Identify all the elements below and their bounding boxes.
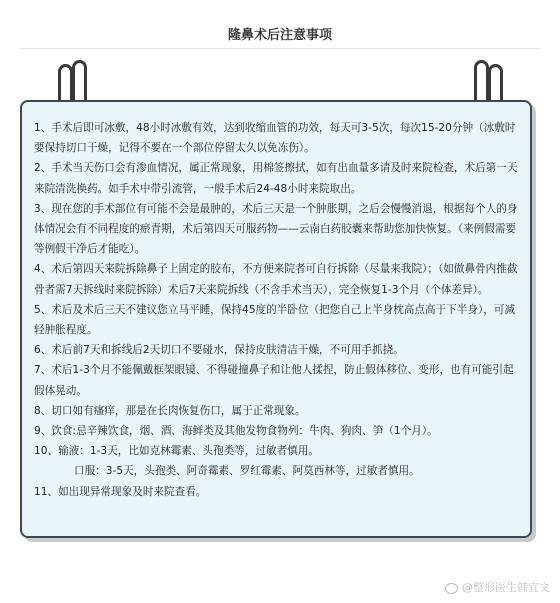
- note-item: 11、如出现异常现象及时来院查看。: [34, 485, 207, 498]
- note-item: 8、切口如有瘙痒，那是在长肉恢复伤口，属于正常现象。: [34, 404, 306, 417]
- note-item: 5、术后及术后三天不建议您立马平睡，保持45度的半卧位（把您自己上半身枕高点高于下半身），可减轻肿胀程度。: [34, 303, 516, 337]
- note-item: 1、手术后即可冰敷，48小时冰敷有效，达到收缩血管的功效，每天可3-5次，每次15-20分钟（冰敷时要保持切口干燥，记得不要在一个部位停留太久以免冻伤）。: [34, 122, 516, 155]
- page-title: 隆鼻术后注意事项: [20, 18, 540, 49]
- watermark-text: @整形医生韩宜文: [462, 581, 550, 594]
- watermark: [444, 579, 550, 595]
- note-item: 4、术后第四天来院拆除鼻子上固定的胶布，不方便来院者可自行拆除（尽量来我院）；（如做鼻骨内推截骨者需7天拆线时来院拆除）术后7天来院拆线（不含手术当天），完全恢复1-3个月（个体差异）。: [34, 263, 518, 296]
- note-item: 7、术后1-3个月不能佩戴框架眼镜、不得碰撞鼻子和让他人揉捏，防止假体移位、变形，也有可能引起假体晃动。: [34, 364, 514, 397]
- note-item-oral: 口服：3-5天，头孢类、阿奇霉素、罗红霉素、阿莫西林等，过敏者慎用。: [74, 465, 420, 478]
- note-item: 9、饮食:忌辛辣饮食，烟、酒、海鲜类及其他发物食物列：牛肉、狗肉、笋（1个月）。: [34, 425, 438, 438]
- note-item: 6、术后前7天和拆线后2天切口不要碰水，保持皮肤清洁干燥，不可用手抓挠。: [34, 344, 404, 357]
- notes-card: [20, 100, 532, 538]
- note-item: 10、输液：1-3天，比如克林霉素、头孢类等，过敏者慎用。: [34, 445, 320, 458]
- weibo-icon: [444, 581, 458, 593]
- note-item: 2、手术当天伤口会有渗血情况，属正常现象，用棉签擦拭，如有出血量多请及时来院检查，术后第一天来院清洗换药。如手术中带引流管，一般手术后24-48小时来院取出。: [34, 162, 518, 195]
- note-item: 3、现在您的手术部位有可能不会是最肿的，术后三天是一个肿胀期，之后会慢慢消退，根据每个人的身体情况会有不同程度的瘀青期，术后第四天可服药物——云南白药胶囊来帮助您加快恢复。（来例假需要等例假干净后才能吃）。: [34, 202, 518, 256]
